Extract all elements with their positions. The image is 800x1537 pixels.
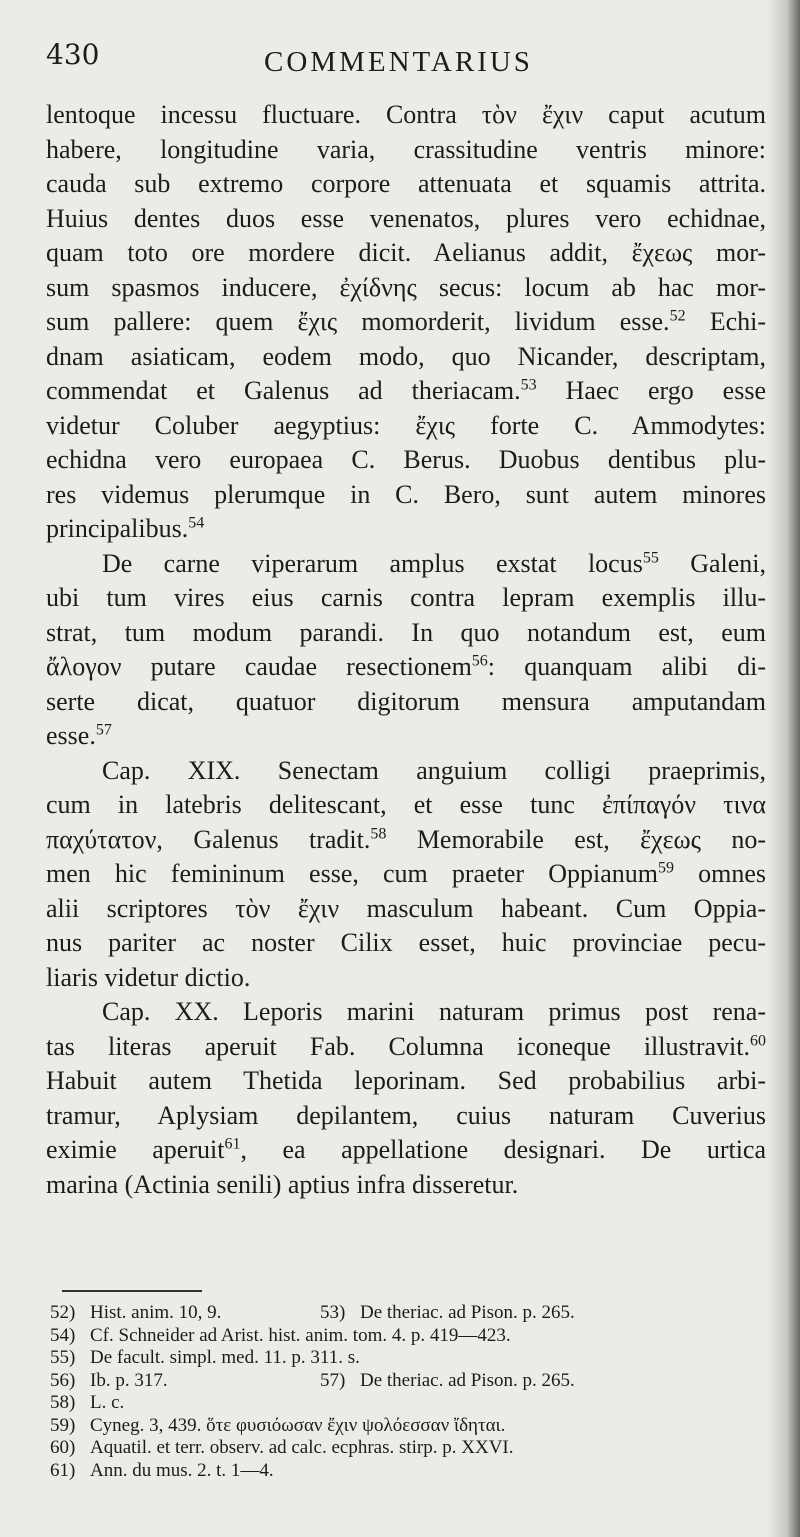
text-line: Cap. XIX. Senectam anguium colligi praeprimis, [102,755,766,785]
text-line: alii scriptores τὸν ἔχιν masculum habeant. Cum Oppia- [46,893,766,923]
text-line [46,719,766,754]
footnote-second [320,1370,575,1393]
text-fragment: Memorabile est, ἔχεως no- [416,824,766,854]
footnote [50,1325,760,1348]
text-line: quam toto ore mordere dicit. Aelianus addit, ἔχεως mor- [46,238,766,267]
footnote [50,1302,760,1325]
text-line: echidna vero europaea C. Berus. Duobus dentibus plu- [46,445,766,474]
footnote-text: De facult. simpl. med. 11. p. 311. s. [90,1347,360,1368]
text-fragment: Echi- [709,307,767,336]
text-fragment: : quanquam alibi di- [487,652,767,681]
footnote-ref: 58 [370,824,387,842]
text-line [46,512,766,547]
footnote [50,1370,760,1393]
text-line: ubi tum vires eius carnis contra lepram exemplis illu- [46,583,766,612]
footnote-text: Cyneg. 3, 439. ὅτε φυσιόωσαν ἔχιν ψολόεσσαν ἴδηται. [90,1414,506,1436]
text-line: habere, longitudine varia, crassitudine ventris minore: [46,134,766,164]
footnote [50,1392,760,1415]
footnote-ref: 53 [520,376,537,394]
text-line [46,650,766,685]
footnote-second [320,1302,575,1325]
footnote-text: Aquatil. et terr. observ. ad calc. ecphras. stirp. p. XXVI. [90,1437,514,1458]
text-line [46,305,766,340]
text-line [46,823,766,858]
page-header [46,38,766,88]
footnote-text: Cf. Schneider ad Arist. hist. anim. tom. 4. p. 419—423. [90,1324,511,1346]
footnote-number: 52) [50,1302,76,1323]
footnote-number: 56) [50,1369,76,1391]
text-line: sum spasmos inducere, ἐχίδνης secus: locum ab hac mor- [46,272,766,302]
footnote-ref: 54 [188,514,205,532]
text-line [46,547,766,582]
text-line: res videmus plerumque in C. Bero, sunt autem minores [46,479,766,509]
main-text [46,98,766,1202]
page-number: 430 [46,38,100,71]
footnote-ref: 56 [471,652,488,670]
text-line [46,1133,766,1168]
footnote [50,1347,760,1370]
running-head: COMMENTARIUS [264,46,533,78]
footnote-ref: 60 [750,1031,766,1049]
footnote-text: De theriac. ad Pison. p. 265. [360,1302,575,1323]
text-line: Huius dentes duos esse venenatos, plures vero echidnae, [46,203,766,233]
text-line: tramur, Aplysiam depilantem, cuius naturam Cuverius [46,1100,766,1130]
text-fragment: ἄλογον putare caudae resectionem [46,652,472,681]
text-fragment: principalibus. [46,514,189,543]
text-fragment: Haec ergo esse [565,376,766,405]
footnote-text: Hist. anim. 10, 9. [90,1302,222,1323]
text-line: videtur Coluber aegyptius: ἔχις forte C. Ammodytes: [46,410,766,440]
footnote-ref: 61 [224,1135,241,1153]
text-line [46,857,766,892]
footnote-text: L. c. [90,1392,125,1413]
text-line: liaris videtur dictio. [46,962,251,992]
footnote-rule [62,1290,202,1292]
footnote-ref: 57 [95,721,112,739]
text-fragment: esse. [46,721,96,750]
text-line: serte dicat, quatuor digitorum mensura amputandam [46,686,766,716]
text-line: cum in latebris delitescant, et esse tunc ἐπίπαγόν τινα [46,790,766,819]
footnote-ref: 52 [669,307,686,325]
text-fragment: , ea appellatione designari. De urtica [240,1135,767,1164]
text-fragment: eximie aperuit [46,1135,225,1164]
text-fragment: De carne viperarum amplus exstat locus [102,548,643,578]
text-line: Habuit autem Thetida leporinam. Sed probabilius arbi- [46,1066,766,1095]
text-line: nus pariter ac noster Cilix esset, huic provinciae pecu- [46,928,766,957]
text-line [46,374,766,409]
text-line: cauda sub extremo corpore attenuata et squamis attrita. [46,169,766,198]
footnote-text: De theriac. ad Pison. p. 265. [360,1369,575,1391]
footnote-number: 53) [320,1302,346,1323]
footnote-number: 60) [50,1437,76,1458]
footnote-number: 59) [50,1414,76,1436]
footnote-number: 57) [320,1369,346,1391]
footnote-text: Ib. p. 317. [90,1369,168,1391]
footnote-text: Ann. du mus. 2. t. 1—4. [90,1459,274,1481]
text-fragment: men hic femininum esse, cum praeter Oppianum [46,859,658,888]
text-fragment: sum pallere: quem ἔχις momorderit, lividum esse. [46,307,670,336]
footnote [50,1415,760,1438]
text-fragment: παχύτατον, Galenus tradit. [46,824,371,854]
footnote-number: 55) [50,1347,76,1368]
footnote-number: 54) [50,1324,76,1346]
text-fragment: omnes [698,859,766,888]
text-line: strat, tum modum parandi. In quo notandum est, eum [46,617,766,647]
text-line [46,1030,766,1065]
footnote-number: 58) [50,1392,76,1413]
gutter-shadow [766,0,800,1537]
text-fragment: Galeni, [690,548,767,578]
footnote-ref: 55 [642,548,659,566]
text-line: Cap. XX. Leporis marini naturam primus post rena- [102,997,766,1026]
footnote [50,1437,760,1460]
text-line: lentoque incessu fluctuare. Contra τὸν ἔχιν caput acutum [46,100,766,129]
footnote-number: 61) [50,1459,76,1481]
footnotes [50,1302,760,1482]
text-fragment: tas literas aperuit Fab. Columna iconeque illustravit. [46,1031,750,1061]
text-fragment: commendat et Galenus ad theriacam. [46,376,521,405]
footnote-ref: 59 [657,859,674,877]
text-line: marina (Actinia senili) aptius infra disseretur. [46,1169,519,1199]
footnote [50,1460,760,1483]
text-line: dnam asiaticam, eodem modo, quo Nicander, descriptam, [46,341,766,371]
